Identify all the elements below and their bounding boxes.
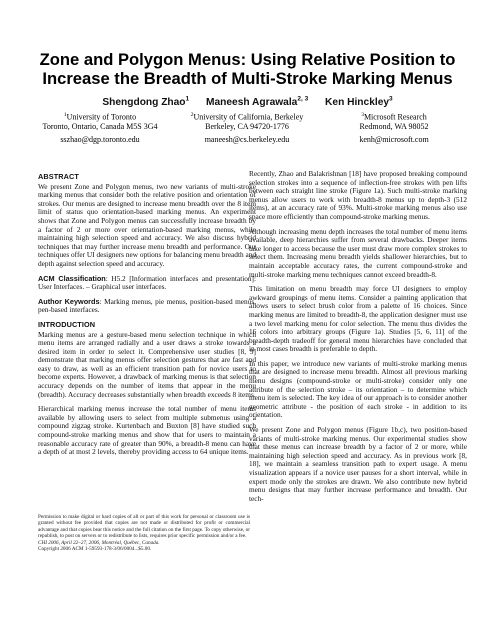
author-keywords: Author Keywords: Marking menus, pie menus, position-based menus, pen-based interfaces. [38,296,257,315]
title-line-1: Zone and Polygon Menus: Using Relative Position to [39,50,456,69]
body-paragraph: Although increasing menu depth increases the total number of menu items available, deep hierarchies suffer from several drawbacks. Deeper items take longer to access because the user must draw more complex strokes to select them. Increasing menu breadth yields shallower hierarchies, but to maintain acceptable accuracy rates, the current compound-stroke and multi-stroke marking menu techniques cannot exceed breadth-8. [249,226,467,279]
affiliation-microsoft: $^3$Microsoft Research Redmond, WA 98052 kenh@microsoft.com [314,111,474,145]
acm-classification: ACM Classification: H5.2 [Information interfaces and presentation]: User Interfaces. – Graphical user interfaces. [38,273,256,292]
author-list [0,94,495,109]
affiliation-toronto: $^1$University of Toronto Toronto, Ontario, Canada M5S 3G4 sszhao@dgp.toronto.edu [20,111,180,145]
body-paragraph: In this paper, we introduce new variants of multi-stroke marking menus that are designed to increase menu breadth. Almost all previous marking menu designs (compound-stroke or multi-stroke) consider only one attribute of the selection stroke – its orientation – to determine which menu item is selected. The key idea of our approach is to consider another geometric attribute - the position of each stroke - in addition to its orientation. [249,358,467,420]
body-paragraph: This limitation on menu breadth may force UI designers to employ awkward groupings of menu items. Consider a painting application that allows users to select brush color from a palette of 16 choices. Since marking menus are limited to breadth-8, the application designer must use a two level marking menu for color selection. The menu thus divides the 16 colors into arbitrary groups (Figure 1a). Studies [5, 6, 11] of the breadth-depth tradeoff for general menu hierarchies have concluded that in most cases breadth is preferable to depth. [249,284,467,354]
abstract-heading: ABSTRACT [38,172,79,181]
affiliation-address: Berkeley, CA 94720-1776 [205,122,289,132]
affiliation-address: Toronto, Ontario, Canada M5S 3G4 [42,122,158,132]
author-email[interactable]: sszhao@dgp.toronto.edu [60,135,140,145]
abstract-text: We present Zone and Polygon menus, two new variants of multi-stroke marking menus that consider both the relative position and orientation of strokes. Our menus are designed to increase menu breadth over the 8 item limit of status quo orientation-based marking menus. An experiment shows that Zone and Polygon menus can successfully increase breadth by a factor of 2 or more over orientation-based marking menus, while maintaining high selection speed and accuracy. We also discuss hybrid techniques that may further increase menu breadth and performance. Our techniques offer UI designers new options for balancing menu breadth and depth against selection speed and accuracy. [38,181,256,268]
author-email[interactable]: kenh@microsoft.com [359,135,429,145]
affiliation-name: Microsoft Research [363,112,427,122]
title-line-2: Increase the Breadth of Multi-Stroke Marking Menus [42,69,453,88]
author: Ken Hinckley$^3$ [325,96,393,109]
author-email[interactable]: maneesh@cs.berkeley.edu [204,135,290,145]
copyright-line: Copyright 2006 ACM 1-59593-178-3/06/0004...$5.00. [38,546,152,553]
affiliation-name: University of Toronto [66,112,137,122]
permission-text: Permission to make digital or hard copies of all or part of this work for personal or classroom use is granted without fee provided that copies are not made or distributed for profit or commercial advantage and that copies bear this notice and the full citation on the first page. To copy otherwise, or republish, to post on servers or to redistribute to lists, requires prior specific permission and/or a fee. [38,514,250,539]
intro-paragraph-1: Marking menus are a gesture-based menu selection technique in which menu items are arranged radially and a user draws a stroke towards a desired item in order to select it. Comprehensive user studies [8, 9] demonstrate that marking menus offer selection gestures that are fast and easy to draw, as well as an efficient transition path for novice users to become experts. However, a drawback of marking menus is that selection accuracy depends on the number of items that appear in the menu (breadth). Accuracy decreases substantially when breadth exceeds 8 items. [38,329,256,399]
introduction-heading: INTRODUCTION [38,319,96,329]
left-column [38,173,256,463]
author: Maneesh Agrawala$^{2, 3}$ [206,96,309,109]
permission-notice [38,514,250,553]
affiliation-berkeley: $^2$University of California, Berkeley Berkeley, CA 94720-1776 maneesh@cs.berkeley.edu [167,111,327,145]
intro-paragraph-2: Hierarchical marking menus increase the total number of menu items available by allowing users to select from multiple submenus using a compound zigzag stroke. Kurtenbach and Buxton [8] have studied such compound-stroke marking menus and show that for users to maintain a reasonable accuracy rate of greater than 90%, a breadth-8 menu can have a depth of at most 2 levels, thereby providing access to 64 unique items. [38,404,256,457]
affiliation-name: University of California, Berkeley [193,112,304,122]
body-paragraph: Recently, Zhao and Balakrishnan [18] have proposed breaking compound selection strokes into a sequence of inflection-free strokes with pen lifts between each straight line stroke (Figure 1a). Such multi-stroke marking menus allow users to work with breadth-8 menus up to depth-3 (512 items), at an accuracy rate of 93%. Multi-stroke marking menus also use space more efficiently than compound-stroke marking menus. [249,169,467,221]
right-column [249,170,467,509]
conference-info: CHI 2006, April 22–27, 2006, Montréal, Québec, Canada. [38,540,160,547]
body-paragraph: We present Zone and Polygon menus (Figure 1b,c), two position-based variants of multi-stroke marking menus. Our experimental studies show that these menus can increase breadth by a factor of 2 or more, while maintaining high selection speed and accuracy. As in previous work [8, 18], we maintain a seamless transition path to expert usage. A menu visualization appears if a novice user pauses for a short interval, while in expert mode only the strokes are drawn. We also contribute new hybrid menu designs that may further increase performance and breadth. Our tech- [249,425,467,503]
affiliation-address: Redmond, WA 98052 [359,122,429,132]
author: Shengdong Zhao$^1$ [102,96,190,109]
paper-title [20,50,475,88]
